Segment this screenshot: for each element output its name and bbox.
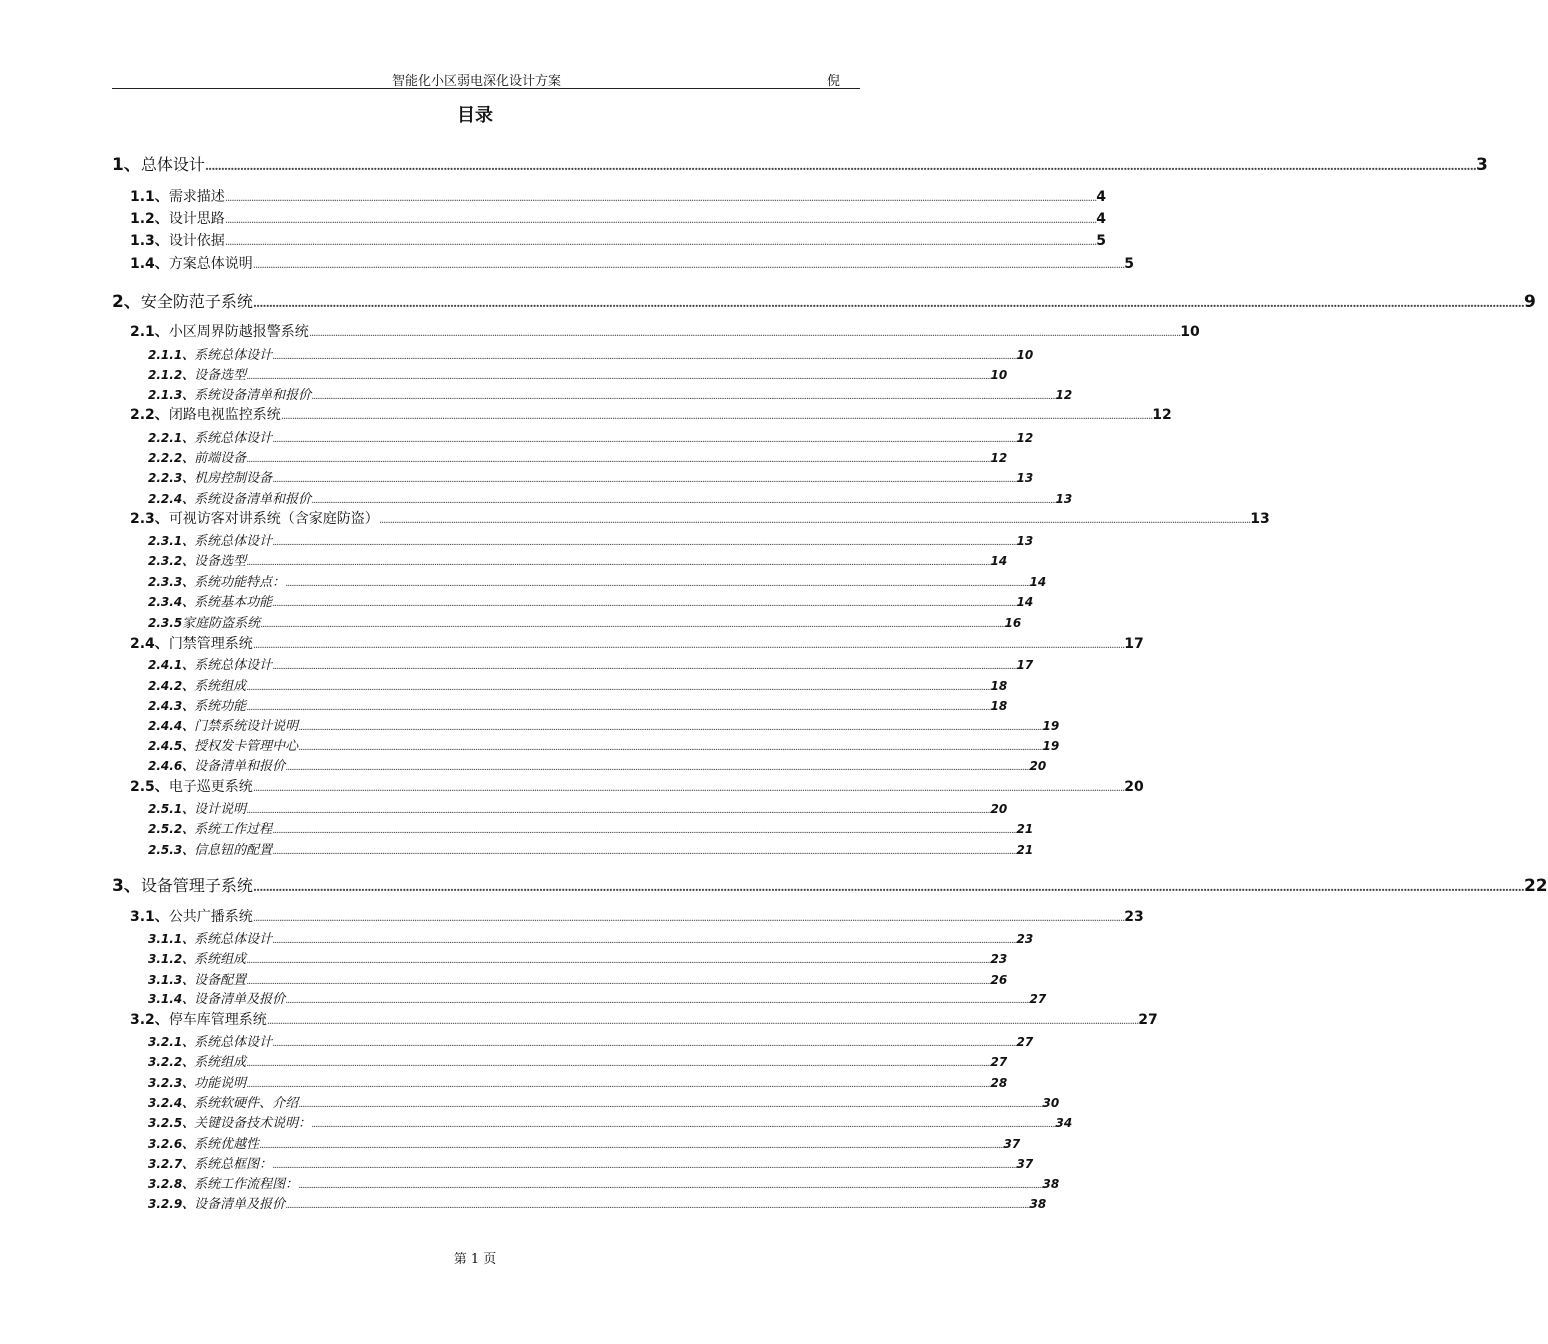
- toc-entry-level3[interactable]: [0, 1112, 1073, 1131]
- toc-entry-page: 17: [1016, 658, 1034, 672]
- toc-entry-level3[interactable]: [0, 1051, 1008, 1070]
- toc-entry-label: 系统总体设计: [194, 534, 273, 549]
- toc-entry-number: 2.5.1、: [148, 802, 195, 816]
- toc-entry-page: 28: [990, 1076, 1008, 1090]
- toc-entry-level3[interactable]: [0, 695, 1008, 714]
- toc-entry-label: 停车库管理系统: [168, 1012, 267, 1028]
- toc-entry-page: 10: [1180, 324, 1200, 340]
- toc-entry-number: 3.2.2、: [148, 1055, 195, 1069]
- toc-entry-number: 3.2.9、: [148, 1197, 195, 1211]
- toc-entry-level3[interactable]: [0, 447, 1008, 466]
- toc-leader-dots: ................................................................................................................................................................................................................................................................................................................................................................................................................: [378, 515, 1251, 526]
- toc-entry-number: 1、: [112, 155, 141, 175]
- toc-entry-number: 3.1、: [130, 909, 169, 925]
- toc-entry-number: 2.4.6、: [148, 759, 195, 773]
- toc-leader-dots: ................................................................................................................................................................................................................................................................................................................................................................................................................: [252, 296, 1524, 310]
- toc-entry-label: 系统优越性: [194, 1137, 260, 1152]
- toc-entry-number: 2.2.2、: [148, 451, 195, 465]
- toc-entry-label: 系统总体设计: [194, 431, 273, 446]
- toc-entry-level3[interactable]: [0, 1072, 1008, 1091]
- toc-leader-dots: ................................................................................................................................................................................................................................................................................................................................................................................................................: [252, 260, 1125, 271]
- toc-entry-page: 17: [1124, 636, 1144, 652]
- toc-entry-number: 3.1.1、: [148, 932, 195, 946]
- toc-entry-page: 13: [1250, 511, 1270, 527]
- toc-entry-level3[interactable]: [0, 839, 1034, 858]
- toc-entry-number: 3.2.7、: [148, 1157, 195, 1171]
- toc-entry-label: 系统总体设计: [194, 932, 273, 947]
- toc-entry-page: 37: [1003, 1137, 1021, 1151]
- toc-entry-label: 系统功能: [194, 699, 247, 714]
- toc-entry-page: 20: [1029, 759, 1047, 773]
- toc-entry-number: 2.1、: [130, 324, 169, 340]
- toc-entry-level2[interactable]: [0, 633, 1144, 653]
- toc-entry-label: 家庭防盗系统: [182, 616, 261, 631]
- toc-entry-number: 2.3、: [130, 511, 169, 527]
- toc-entry-page: 5: [1124, 256, 1135, 272]
- toc-entry-level2[interactable]: [0, 776, 1144, 796]
- toc-leader-dots: ................................................................................................................................................................................................................................................................................................................................................................................................................: [272, 847, 1017, 857]
- toc-leader-dots: ................................................................................................................................................................................................................................................................................................................................................................................................................: [224, 237, 1097, 248]
- toc-entry-label: 关键设备技术说明：: [194, 1116, 312, 1131]
- toc-entry-page: 27: [1029, 992, 1047, 1006]
- toc-entry-level3[interactable]: [0, 1133, 1021, 1152]
- toc-entry-label: 需求描述: [168, 189, 225, 205]
- toc-entry-page: 13: [1016, 534, 1034, 548]
- toc-entry-number: 2.4、: [130, 636, 169, 652]
- toc-entry-page: 10: [990, 368, 1008, 382]
- toc-leader-dots: ................................................................................................................................................................................................................................................................................................................................................................................................................: [266, 1016, 1139, 1027]
- toc-leader-dots: ................................................................................................................................................................................................................................................................................................................................................................................................................: [285, 763, 1030, 773]
- toc-entry-page: 34: [1055, 1116, 1073, 1130]
- toc-entry-label: 门禁系统设计说明: [194, 719, 299, 734]
- toc-entry-number: 3.2.1、: [148, 1035, 195, 1049]
- toc-entry-page: 5: [1096, 233, 1107, 249]
- toc-entry-number: 3.2、: [130, 1012, 169, 1028]
- toc-entry-level3[interactable]: [0, 988, 1047, 1007]
- toc-entry-label: 设计思路: [168, 211, 225, 227]
- header-author: 倪: [826, 74, 840, 89]
- header-title: 智能化小区弱电深化设计方案: [392, 74, 562, 89]
- toc-entry-level3[interactable]: [0, 1173, 1060, 1192]
- toc-entry-level2[interactable]: [0, 253, 1135, 273]
- toc-entry-page: 18: [990, 679, 1008, 693]
- toc-entry-number: 3.1.2、: [148, 952, 195, 966]
- toc-entry-label: 系统工作过程: [194, 822, 273, 837]
- toc-entry-level1[interactable]: [0, 150, 1488, 175]
- toc-leader-dots: ................................................................................................................................................................................................................................................................................................................................................................................................................: [298, 1100, 1043, 1110]
- toc-entry-level2[interactable]: [0, 906, 1144, 926]
- toc-leader-dots: ................................................................................................................................................................................................................................................................................................................................................................................................................: [246, 455, 991, 465]
- toc-leader-dots: ................................................................................................................................................................................................................................................................................................................................................................................................................: [285, 996, 1030, 1006]
- toc-entry-level3[interactable]: [0, 1193, 1047, 1212]
- toc-entry-label: 设备清单和报价: [194, 759, 286, 774]
- toc-entry-page: 16: [1004, 616, 1022, 630]
- toc-leader-dots: ................................................................................................................................................................................................................................................................................................................................................................................................................: [246, 372, 991, 382]
- toc-entry-label: 系统功能特点：: [194, 575, 286, 590]
- toc-entry-number: 1.2、: [130, 211, 169, 227]
- toc-entry-label: 系统总框图：: [194, 1157, 273, 1172]
- toc-entry-page: 22: [1523, 876, 1548, 896]
- toc-entry-number: 2.3.5: [148, 616, 183, 630]
- toc-entry-level1[interactable]: [0, 287, 1536, 312]
- toc-leader-dots: ................................................................................................................................................................................................................................................................................................................................................................................................................: [298, 743, 1043, 753]
- toc-entry-level3[interactable]: [0, 818, 1034, 837]
- toc-entry-label: 总体设计: [140, 155, 205, 174]
- toc-leader-dots: ................................................................................................................................................................................................................................................................................................................................................................................................................: [252, 640, 1125, 651]
- toc-entry-label: 设备管理子系统: [140, 876, 253, 895]
- toc-leader-dots: ................................................................................................................................................................................................................................................................................................................................................................................................................: [246, 703, 991, 713]
- toc-entry-label: 小区周界防越报警系统: [168, 324, 309, 340]
- toc-entry-page: 13: [1055, 492, 1073, 506]
- toc-leader-dots: ................................................................................................................................................................................................................................................................................................................................................................................................................: [224, 215, 1097, 226]
- toc-leader-dots: ................................................................................................................................................................................................................................................................................................................................................................................................................: [272, 1161, 1017, 1171]
- toc-entry-label: 电子巡更系统: [168, 779, 253, 795]
- toc-entry-page: 3: [1475, 155, 1488, 175]
- toc-leader-dots: ................................................................................................................................................................................................................................................................................................................................................................................................................: [272, 826, 1017, 836]
- toc-entry-page: 20: [1124, 779, 1144, 795]
- toc-entry-number: 2.5.2、: [148, 822, 195, 836]
- toc-entry-level3[interactable]: [0, 654, 1034, 673]
- toc-entry-label: 设备选型: [194, 368, 247, 383]
- toc-entry-page: 12: [1152, 407, 1172, 423]
- toc-entry-number: 2.4.4、: [148, 719, 195, 733]
- toc-entry-level3[interactable]: [0, 384, 1073, 403]
- toc-entry-label: 设备配置: [194, 973, 247, 988]
- toc-leader-dots: ................................................................................................................................................................................................................................................................................................................................................................................................................: [272, 936, 1017, 946]
- toc-entry-level2[interactable]: [0, 321, 1200, 341]
- toc-entry-number: 2、: [112, 292, 141, 312]
- toc-entry-label: 系统组成: [194, 679, 247, 694]
- toc-entry-number: 3.1.4、: [148, 992, 195, 1006]
- toc-entry-number: 2.1.1、: [148, 348, 195, 362]
- toc-entry-level3[interactable]: [0, 488, 1073, 507]
- toc-leader-dots: ................................................................................................................................................................................................................................................................................................................................................................................................................: [246, 806, 991, 816]
- toc-entry-label: 系统组成: [194, 1055, 247, 1070]
- toc-entry-level3[interactable]: [0, 1031, 1034, 1050]
- toc-entry-level3[interactable]: [0, 1092, 1060, 1111]
- toc-entry-number: 2.4.5、: [148, 739, 195, 753]
- toc-entry-level3[interactable]: [0, 571, 1047, 590]
- toc-title: 目录: [457, 105, 493, 126]
- toc-entry-level2[interactable]: [0, 230, 1107, 250]
- toc-entry-number: 2.4.3、: [148, 699, 195, 713]
- toc-entry-number: 2.2.3、: [148, 471, 195, 485]
- page-header: [112, 66, 860, 89]
- toc-leader-dots: ................................................................................................................................................................................................................................................................................................................................................................................................................: [308, 328, 1181, 339]
- toc-entry-page: 4: [1096, 211, 1107, 227]
- toc-entry-page: 38: [1029, 1197, 1047, 1211]
- toc-entry-level3[interactable]: [0, 530, 1034, 549]
- toc-entry-number: 2.2、: [130, 407, 169, 423]
- toc-entry-label: 信息钮的配置: [194, 843, 273, 858]
- toc-entry-page: 12: [1016, 431, 1034, 445]
- toc-leader-dots: ................................................................................................................................................................................................................................................................................................................................................................................................................: [285, 1201, 1030, 1211]
- toc-entry-level3[interactable]: [0, 755, 1047, 774]
- toc-entry-page: 14: [990, 554, 1008, 568]
- toc-leader-dots: ................................................................................................................................................................................................................................................................................................................................................................................................................: [272, 352, 1017, 362]
- toc-entry-label: 系统总体设计: [194, 658, 273, 673]
- toc-entry-number: 2.2.4、: [148, 492, 195, 506]
- toc-leader-dots: ................................................................................................................................................................................................................................................................................................................................................................................................................: [272, 662, 1017, 672]
- toc-entry-number: 2.5.3、: [148, 843, 195, 857]
- toc-entry-number: 2.2.1、: [148, 431, 195, 445]
- toc-entry-page: 21: [1016, 822, 1034, 836]
- toc-leader-dots: ................................................................................................................................................................................................................................................................................................................................................................................................................: [246, 683, 991, 693]
- toc-entry-page: 20: [990, 802, 1008, 816]
- toc-leader-dots: ................................................................................................................................................................................................................................................................................................................................................................................................................: [224, 193, 1097, 204]
- toc-leader-dots: ................................................................................................................................................................................................................................................................................................................................................................................................................: [311, 1120, 1056, 1130]
- toc-leader-dots: ................................................................................................................................................................................................................................................................................................................................................................................................................: [272, 1039, 1017, 1049]
- toc-leader-dots: ................................................................................................................................................................................................................................................................................................................................................................................................................: [260, 620, 1005, 630]
- toc-entry-number: 1.3、: [130, 233, 169, 249]
- page-footer: 第 1 页: [453, 1252, 497, 1267]
- toc-entry-page: 12: [990, 451, 1008, 465]
- toc-leader-dots: ................................................................................................................................................................................................................................................................................................................................................................................................................: [272, 475, 1017, 485]
- toc-leader-dots: ................................................................................................................................................................................................................................................................................................................................................................................................................: [280, 411, 1153, 422]
- toc-entry-page: 9: [1523, 292, 1536, 312]
- toc-entry-number: 1.1、: [130, 189, 169, 205]
- toc-leader-dots: ................................................................................................................................................................................................................................................................................................................................................................................................................: [298, 723, 1043, 733]
- toc-entry-label: 设计说明: [194, 802, 247, 817]
- toc-entry-level2[interactable]: [0, 1009, 1158, 1029]
- toc-entry-level3[interactable]: [0, 675, 1008, 694]
- toc-entry-label: 闭路电视监控系统: [168, 407, 281, 423]
- toc-entry-level3[interactable]: [0, 928, 1034, 947]
- toc-entry-page: 19: [1042, 719, 1060, 733]
- toc-entry-page: 27: [1016, 1035, 1034, 1049]
- toc-entry-page: 14: [1029, 575, 1047, 589]
- toc-entry-label: 系统总体设计: [194, 1035, 273, 1050]
- toc-entry-page: 30: [1042, 1096, 1060, 1110]
- toc-leader-dots: ................................................................................................................................................................................................................................................................................................................................................................................................................: [285, 579, 1030, 589]
- toc-leader-dots: ................................................................................................................................................................................................................................................................................................................................................................................................................: [272, 435, 1017, 445]
- toc-entry-page: 21: [1016, 843, 1034, 857]
- toc-entry-label: 机房控制设备: [194, 471, 273, 486]
- toc-entry-number: 2.1.2、: [148, 368, 195, 382]
- toc-entry-page: 4: [1096, 189, 1107, 205]
- toc-entry-label: 授权发卡管理中心: [194, 739, 299, 754]
- toc-entry-number: 3.2.8、: [148, 1177, 195, 1191]
- toc-entry-level3[interactable]: [0, 344, 1034, 363]
- toc-entry-label: 设备清单及报价: [194, 1197, 286, 1212]
- toc-entry-number: 3.1.3、: [148, 973, 195, 987]
- toc-leader-dots: ................................................................................................................................................................................................................................................................................................................................................................................................................: [246, 558, 991, 568]
- toc-entry-number: 2.3.3、: [148, 575, 195, 589]
- toc-entry-number: 3.2.3、: [148, 1076, 195, 1090]
- toc-leader-dots: ................................................................................................................................................................................................................................................................................................................................................................................................................: [246, 977, 991, 987]
- toc-entry-label: 系统设备清单和报价: [194, 492, 312, 507]
- toc-entry-level2[interactable]: [0, 186, 1107, 206]
- toc-entry-level2[interactable]: [0, 404, 1172, 424]
- toc-entry-label: 系统基本功能: [194, 595, 273, 610]
- toc-entry-label: 系统工作流程图：: [194, 1177, 299, 1192]
- toc-entry-label: 方案总体说明: [168, 256, 253, 272]
- toc-entry-level3[interactable]: [0, 715, 1060, 734]
- toc-entry-page: 13: [1016, 471, 1034, 485]
- toc-leader-dots: ................................................................................................................................................................................................................................................................................................................................................................................................................: [272, 599, 1017, 609]
- toc-entry-number: 2.3.4、: [148, 595, 195, 609]
- toc-entry-label: 功能说明: [194, 1076, 247, 1091]
- toc-entry-number: 2.3.1、: [148, 534, 195, 548]
- toc-entry-level2[interactable]: [0, 508, 1270, 528]
- toc-entry-label: 门禁管理系统: [168, 636, 253, 652]
- toc-entry-page: 18: [990, 699, 1008, 713]
- toc-entry-level3[interactable]: [0, 798, 1008, 817]
- toc-entry-level3[interactable]: [0, 467, 1034, 486]
- toc-entry-label: 公共广播系统: [168, 909, 253, 925]
- toc-leader-dots: ................................................................................................................................................................................................................................................................................................................................................................................................................: [204, 159, 1476, 173]
- toc-entry-label: 安全防范子系统: [140, 292, 253, 311]
- toc-entry-label: 设计依据: [168, 233, 225, 249]
- toc-entry-level3[interactable]: [0, 948, 1008, 967]
- toc-leader-dots: ................................................................................................................................................................................................................................................................................................................................................................................................................: [252, 913, 1125, 924]
- toc-entry-page: 12: [1055, 388, 1073, 402]
- toc-entry-level3[interactable]: [0, 612, 1022, 631]
- toc-entry-number: 3、: [112, 876, 141, 896]
- toc-entry-page: 19: [1042, 739, 1060, 753]
- toc-entry-label: 系统软硬件、介绍: [194, 1096, 299, 1111]
- toc-leader-dots: ................................................................................................................................................................................................................................................................................................................................................................................................................: [246, 1080, 991, 1090]
- toc-entry-level3[interactable]: [0, 364, 1008, 383]
- toc-entry-label: 系统组成: [194, 952, 247, 967]
- toc-entry-page: 14: [1016, 595, 1034, 609]
- toc-entry-level1[interactable]: [0, 871, 1548, 896]
- toc-entry-page: 23: [990, 952, 1008, 966]
- toc-entry-page: 37: [1016, 1157, 1034, 1171]
- toc-entry-number: 3.2.4、: [148, 1096, 195, 1110]
- toc-entry-label: 设备选型: [194, 554, 247, 569]
- toc-entry-label: 可视访客对讲系统（含家庭防盗）: [168, 511, 379, 527]
- toc-entry-number: 1.4、: [130, 256, 169, 272]
- toc-leader-dots: ................................................................................................................................................................................................................................................................................................................................................................................................................: [252, 783, 1125, 794]
- toc-leader-dots: ................................................................................................................................................................................................................................................................................................................................................................................................................: [311, 392, 1056, 402]
- toc-entry-number: 3.2.6、: [148, 1137, 195, 1151]
- toc-entry-number: 2.5、: [130, 779, 169, 795]
- toc-entry-label: 系统设备清单和报价: [194, 388, 312, 403]
- toc-entry-page: 38: [1042, 1177, 1060, 1191]
- toc-entry-page: 27: [1138, 1012, 1158, 1028]
- toc-entry-level2[interactable]: [0, 208, 1107, 228]
- toc-entry-level3[interactable]: [0, 550, 1008, 569]
- toc-entry-level3[interactable]: [0, 1153, 1034, 1172]
- toc-entry-label: 设备清单及报价: [194, 992, 286, 1007]
- toc-entry-number: 2.3.2、: [148, 554, 195, 568]
- toc-leader-dots: ................................................................................................................................................................................................................................................................................................................................................................................................................: [246, 1059, 991, 1069]
- toc-entry-level3[interactable]: [0, 969, 1008, 988]
- toc-leader-dots: ................................................................................................................................................................................................................................................................................................................................................................................................................: [252, 880, 1524, 894]
- toc-leader-dots: ................................................................................................................................................................................................................................................................................................................................................................................................................: [272, 538, 1017, 548]
- toc-leader-dots: ................................................................................................................................................................................................................................................................................................................................................................................................................: [298, 1181, 1043, 1191]
- toc-entry-level3[interactable]: [0, 427, 1034, 446]
- toc-entry-page: 26: [990, 973, 1008, 987]
- toc-entry-label: 系统总体设计: [194, 348, 273, 363]
- toc-entry-level3[interactable]: [0, 735, 1060, 754]
- toc-entry-page: 27: [990, 1055, 1008, 1069]
- toc-leader-dots: ................................................................................................................................................................................................................................................................................................................................................................................................................: [259, 1141, 1004, 1151]
- toc-entry-level3[interactable]: [0, 591, 1034, 610]
- toc-leader-dots: ................................................................................................................................................................................................................................................................................................................................................................................................................: [311, 496, 1056, 506]
- toc-entry-page: 23: [1124, 909, 1144, 925]
- toc-entry-number: 2.4.2、: [148, 679, 195, 693]
- toc-entry-label: 前端设备: [194, 451, 247, 466]
- toc-entry-number: 2.1.3、: [148, 388, 195, 402]
- toc-entry-number: 2.4.1、: [148, 658, 195, 672]
- toc-entry-number: 3.2.5、: [148, 1116, 195, 1130]
- toc-entry-page: 10: [1016, 348, 1034, 362]
- toc-entry-page: 23: [1016, 932, 1034, 946]
- toc-leader-dots: ................................................................................................................................................................................................................................................................................................................................................................................................................: [246, 956, 991, 966]
